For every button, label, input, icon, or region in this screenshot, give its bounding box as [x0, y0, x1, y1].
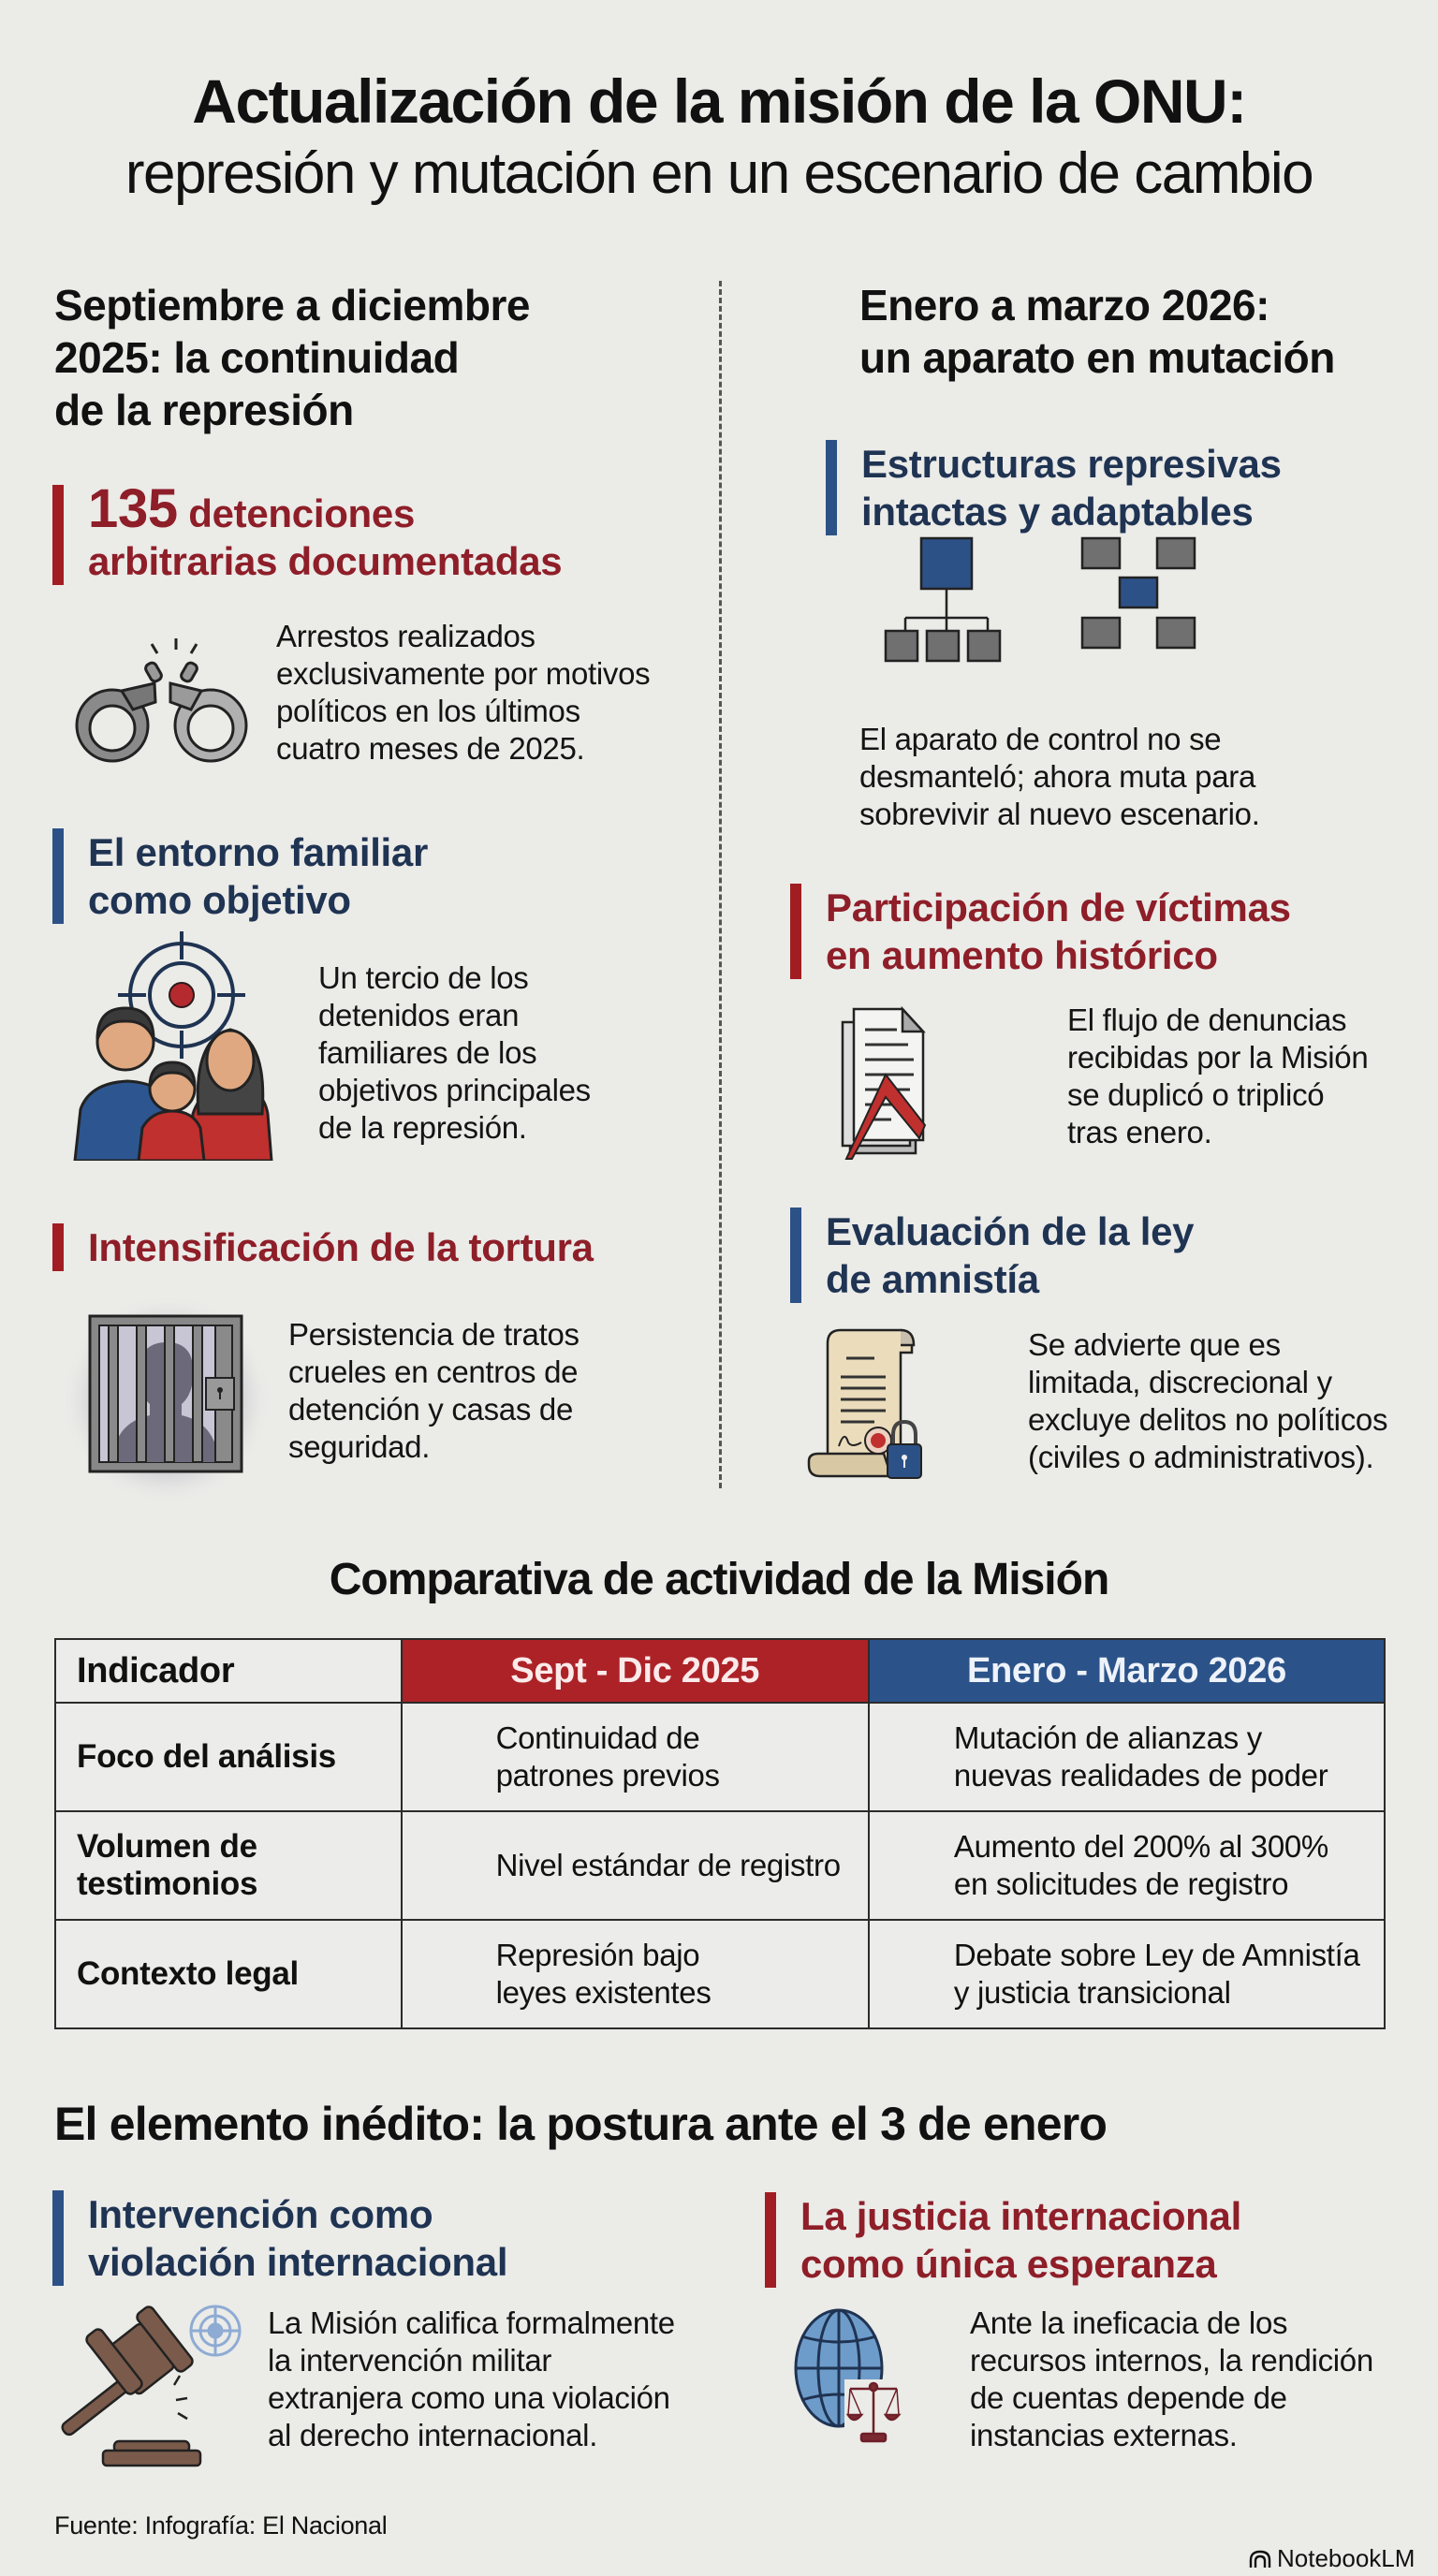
section-body — [268, 2305, 675, 2454]
body-line: seguridad. — [288, 1429, 431, 1464]
left-column-heading — [54, 279, 530, 436]
title-text: de amnistía — [826, 1257, 1039, 1301]
page-title: Actualización de la misión de la ONU: — [192, 66, 1246, 136]
page-subtitle: represión y mutación en un escenario de cambio — [125, 141, 1313, 206]
cell-line: Debate sobre Ley de Amnistía — [953, 1938, 1360, 1972]
body-line: tras enero. — [1067, 1115, 1212, 1149]
body-line: detención y casas de — [288, 1392, 574, 1427]
documents-rising-icon — [805, 1002, 936, 1161]
broken-handcuffs-icon — [66, 637, 262, 768]
detention-count: 135 — [88, 478, 178, 539]
body-line: de cuentas depende de — [970, 2380, 1287, 2415]
cell-sept-dic — [402, 1811, 869, 1920]
heading-line: un aparato en mutación — [859, 333, 1335, 382]
brand-watermark — [1249, 2544, 1415, 2573]
title-text: detenciones — [188, 491, 416, 535]
table-row — [55, 1920, 1385, 2028]
title-text: Evaluación de la ley — [826, 1209, 1195, 1253]
brand-name: NotebookLM — [1277, 2544, 1416, 2572]
title-text: en aumento histórico — [826, 933, 1218, 977]
cell-line: Foco del análisis — [77, 1738, 336, 1775]
section-body — [288, 1316, 580, 1466]
title-text: Intervención como — [88, 2192, 433, 2236]
gavel-un-emblem-icon — [51, 2303, 257, 2471]
body-line: excluye delitos no políticos — [1028, 1402, 1388, 1437]
title-text: Participación de víctimas — [826, 886, 1291, 929]
body-line: Ante la ineficacia de los — [970, 2305, 1288, 2340]
title-text: Estructuras represivas — [861, 442, 1282, 486]
cell-enero-marzo — [869, 1920, 1385, 2028]
heading-line: 2025: la continuidad — [54, 333, 460, 382]
cell-enero-marzo — [869, 1703, 1385, 1811]
body-line: Persistencia de tratos — [288, 1317, 580, 1352]
cell-sept-dic — [402, 1703, 869, 1811]
bottom-section-heading: El elemento inédito: la postura ante el 3 de enero — [54, 2098, 1108, 2150]
right-column-heading — [859, 279, 1335, 384]
comparison-title: Comparativa de actividad de la Misión — [329, 1555, 1109, 1604]
title-text: como objetivo — [88, 878, 351, 922]
body-line: El flujo de denuncias — [1067, 1003, 1347, 1037]
body-line: Arrestos realizados — [276, 619, 536, 653]
section-body — [859, 721, 1260, 833]
section-title — [88, 2190, 507, 2286]
title-text: Intensificación de la tortura — [88, 1225, 594, 1269]
section-body — [1067, 1002, 1368, 1151]
body-line: recursos internos, la rendición — [970, 2343, 1373, 2378]
section-family-target — [52, 828, 428, 924]
body-line: (civiles o administrativos). — [1028, 1440, 1374, 1474]
comparison-table — [54, 1638, 1386, 2029]
section-torture — [52, 1223, 594, 1271]
cell-line: en solicitudes de registro — [953, 1866, 1289, 1901]
cell-line: leyes existentes — [495, 1975, 712, 2010]
body-line: políticos en los últimos — [276, 694, 580, 728]
section-title — [88, 1223, 594, 1271]
cell-line: Aumento del 200% al 300% — [953, 1829, 1328, 1864]
title-text: La justicia internacional — [800, 2194, 1241, 2238]
prison-cell-icon — [56, 1292, 271, 1507]
body-line: recibidas por la Misión — [1067, 1040, 1369, 1075]
cell-line: patrones previos — [495, 1758, 720, 1793]
cell-line: Nivel estándar de registro — [495, 1848, 841, 1882]
body-line: sobrevivir al nuevo escenario. — [859, 797, 1260, 831]
org-structure-icon — [824, 515, 1339, 702]
body-line: extranjera como una violación — [268, 2380, 670, 2415]
body-line: la intervención militar — [268, 2343, 552, 2378]
locked-scroll-icon — [807, 1325, 929, 1488]
section-amnesty-law — [790, 1208, 1194, 1303]
section-detentions — [52, 478, 563, 585]
body-line: exclusivamente por motivos — [276, 656, 651, 691]
section-body — [276, 618, 650, 768]
cell-line: Volumen de — [77, 1828, 257, 1865]
body-line: desmanteló; ahora muta para — [859, 759, 1255, 794]
accent-bar — [52, 1223, 64, 1271]
body-line: El aparato de control no se — [859, 722, 1222, 756]
accent-bar — [790, 1208, 801, 1303]
section-title — [88, 828, 428, 924]
title-text: violación internacional — [88, 2240, 508, 2284]
cell-sept-dic — [402, 1920, 869, 2028]
body-line: Un tercio de los — [318, 960, 529, 995]
targeted-family-icon — [71, 931, 296, 1161]
row-label — [55, 1703, 402, 1811]
section-intervention — [52, 2190, 507, 2286]
body-line: se duplicó o triplicó — [1067, 1077, 1325, 1112]
body-line: cuatro meses de 2025. — [276, 731, 585, 766]
body-line: Se advierte que es — [1028, 1327, 1281, 1362]
accent-bar — [790, 884, 801, 979]
accent-bar — [52, 485, 64, 585]
section-body — [970, 2305, 1373, 2454]
column-header-enero-marzo-2026: Enero - Marzo 2026 — [869, 1639, 1385, 1703]
title-text: arbitrarias documentadas — [88, 539, 563, 583]
cell-line: nuevas realidades de poder — [953, 1758, 1328, 1793]
cell-line: y justicia transicional — [953, 1975, 1231, 2010]
table-row — [55, 1811, 1385, 1920]
heading-line: Enero a marzo 2026: — [859, 281, 1269, 329]
table-header-row — [55, 1639, 1385, 1703]
section-body — [318, 959, 591, 1147]
row-label — [55, 1920, 402, 2028]
notebooklm-logo-icon — [1249, 2550, 1271, 2569]
body-line: de la represión. — [318, 1110, 527, 1145]
section-title — [800, 2192, 1241, 2288]
cell-line: testimonios — [77, 1866, 258, 1902]
body-line: La Misión califica formalmente — [268, 2305, 675, 2340]
title-text: intactas y adaptables — [861, 490, 1254, 534]
accent-bar — [52, 828, 64, 924]
row-label — [55, 1811, 402, 1920]
body-line: crueles en centros de — [288, 1354, 579, 1389]
table-row — [55, 1703, 1385, 1811]
column-header-sept-dic-2025: Sept - Dic 2025 — [402, 1639, 869, 1703]
body-line: detenidos eran — [318, 998, 520, 1032]
source-credit: Fuente: Infografía: El Nacional — [54, 2511, 388, 2539]
accent-bar — [765, 2192, 776, 2288]
accent-bar — [52, 2190, 64, 2286]
section-title — [826, 1208, 1194, 1303]
heading-line: de la represión — [54, 386, 354, 434]
section-body — [1028, 1326, 1387, 1476]
title-text: como única esperanza — [800, 2242, 1217, 2286]
heading-line: Septiembre a diciembre — [54, 281, 530, 329]
section-international-justice — [765, 2192, 1241, 2288]
section-title — [88, 478, 563, 585]
cell-enero-marzo — [869, 1811, 1385, 1920]
column-header-indicator: Indicador — [55, 1639, 402, 1703]
cell-line: Mutación de alianzas y — [953, 1720, 1262, 1755]
section-victim-participation — [790, 884, 1291, 979]
title-text: El entorno familiar — [88, 830, 429, 874]
cell-line: Continuidad de — [495, 1720, 700, 1755]
cell-line: Represión bajo — [495, 1938, 700, 1972]
section-title — [826, 884, 1291, 979]
body-line: familiares de los — [318, 1035, 537, 1070]
body-line: al derecho internacional. — [268, 2418, 598, 2452]
column-divider — [719, 281, 722, 1488]
body-line: objetivos principales — [318, 1073, 591, 1107]
cell-line: Contexto legal — [77, 1955, 299, 1992]
globe-scales-icon — [794, 2306, 906, 2447]
body-line: instancias externas. — [970, 2418, 1238, 2452]
body-line: limitada, discrecional y — [1028, 1365, 1332, 1399]
